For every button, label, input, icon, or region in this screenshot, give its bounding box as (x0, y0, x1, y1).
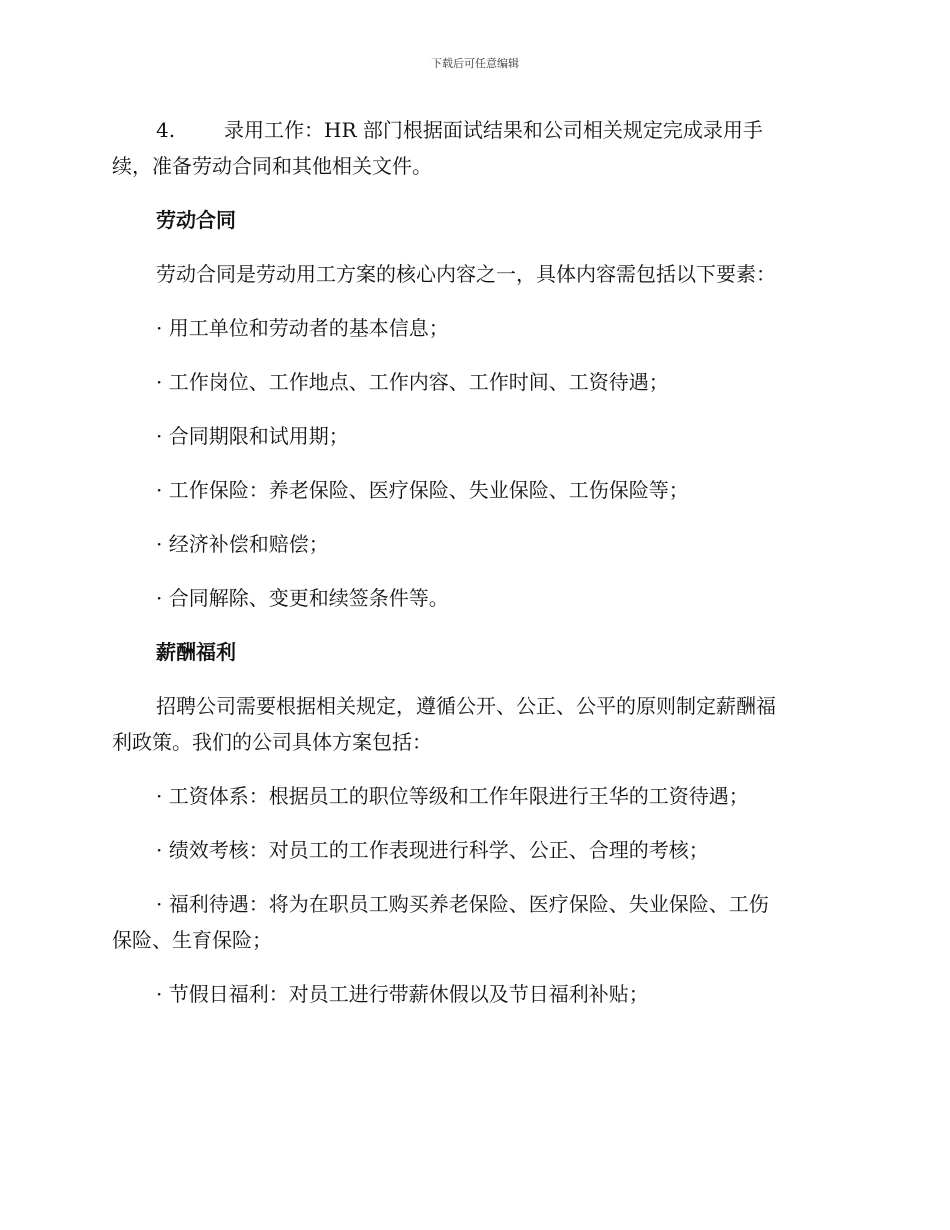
item-number: 4. (156, 118, 176, 142)
section-heading-contract: 劳动合同 (156, 208, 236, 232)
contract-bullet-4: · 工作保险：养老保险、医疗保险、失业保险、工伤保险等； (156, 478, 689, 502)
salary-bullet-3-line-1: · 福利待遇：将为在职员工购买养老保险、医疗保险、失业保险、工伤 (156, 892, 769, 916)
document-body (112, 112, 832, 1030)
salary-bullet-1: · 工资体系：根据员工的职位等级和工作年限进行王华的工资待遇； (156, 784, 749, 808)
item-text-line-2: 续，准备劳动合同和其他相关文件。 (112, 154, 432, 178)
salary-bullet-4: · 节假日福利：对员工进行带薪休假以及节日福利补贴； (156, 982, 649, 1006)
section-heading-salary: 薪酬福利 (156, 640, 236, 664)
item-text-line-1: 录用工作：HR 部门根据面试结果和公司相关规定完成录用手 (224, 118, 763, 142)
contract-bullet-1: · 用工单位和劳动者的基本信息； (156, 316, 449, 340)
contract-bullet-5: · 经济补偿和赔偿； (156, 532, 329, 556)
page-header: 下载后可任意编辑 (431, 57, 519, 70)
contract-bullet-6: · 合同解除、变更和续签条件等。 (156, 586, 449, 610)
contract-bullet-3: · 合同期限和试用期； (156, 424, 349, 448)
salary-bullet-2: · 绩效考核：对员工的工作表现进行科学、公正、合理的考核； (156, 838, 709, 862)
contract-intro-paragraph: 劳动合同是劳动用工方案的核心内容之一，具体内容需包括以下要素： (156, 262, 776, 286)
salary-intro-line-2: 利政策。我们的公司具体方案包括： (112, 730, 432, 754)
salary-intro-line-1: 招聘公司需要根据相关规定，遵循公开、公正、公平的原则制定薪酬福 (156, 694, 776, 718)
numbered-item-4 (112, 112, 832, 148)
salary-bullet-3-line-2: 保险、生育保险； (112, 928, 272, 952)
contract-bullet-2: · 工作岗位、工作地点、工作内容、工作时间、工资待遇； (156, 370, 669, 394)
